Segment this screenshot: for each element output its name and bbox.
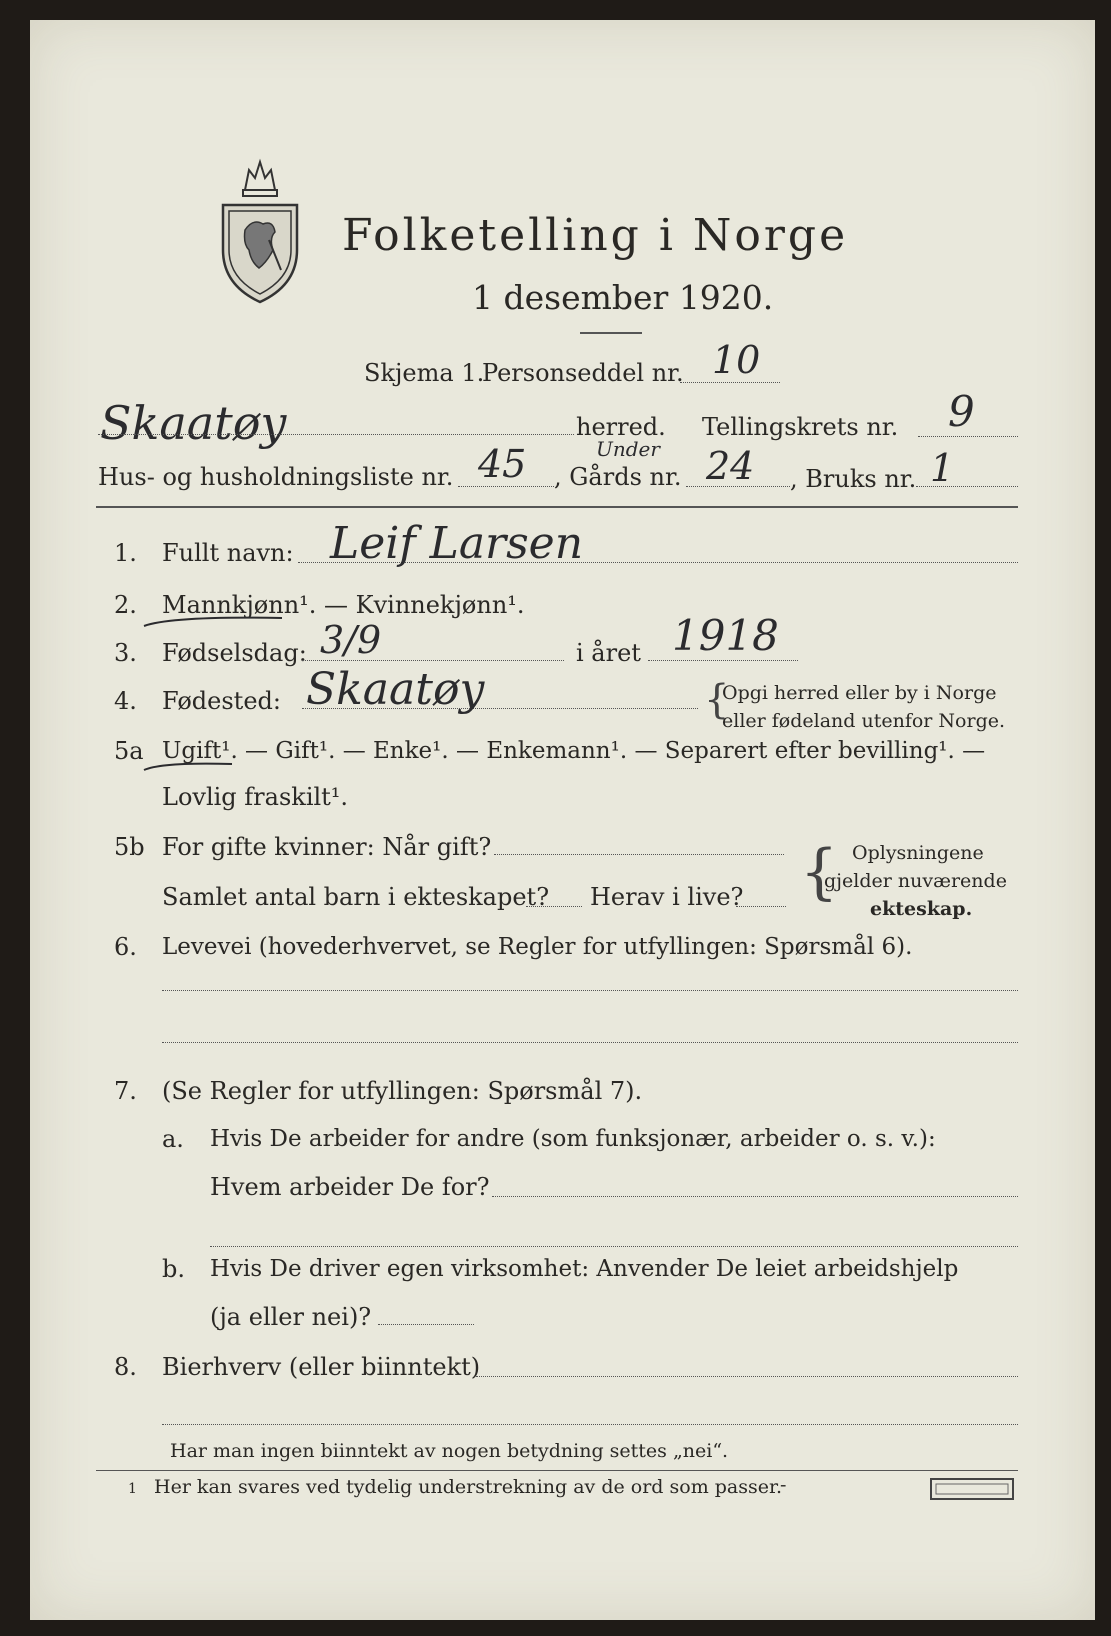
q5b-number: 5b [114, 833, 145, 861]
q7b-number: b. [162, 1255, 185, 1283]
q6-label: Levevei (hovederhvervet, se Regler for utfyllingen: Spørsmål 6). [162, 934, 913, 960]
q4-label: Fødested: [162, 687, 281, 715]
gards-value: 24 [706, 444, 755, 488]
personseddel-value: 10 [712, 338, 761, 382]
q5b-note-3: ekteskap. [870, 898, 973, 920]
q4-number: 4. [114, 687, 137, 715]
q3-value: 3/9 [320, 618, 382, 662]
tellingskrets-value: 9 [948, 387, 975, 436]
q4-value: Skaatøy [306, 664, 485, 715]
bruks-label: , Bruks nr. [790, 465, 917, 493]
q7a-number: a. [162, 1125, 184, 1153]
skjema-label: Skjema 1. [364, 359, 485, 387]
q5b-note-2: gjelder nuværende [824, 870, 1007, 892]
gards-note: Under [596, 437, 660, 461]
footnote-rule [96, 1470, 1018, 1471]
herred-line [98, 434, 574, 435]
q8-line-1 [476, 1376, 1018, 1377]
q5b-line-2: Samlet antal barn i ekteskapet? [162, 883, 550, 911]
q5a-line-1: Ugift¹. — Gift¹. — Enke¹. — Enkemann¹. — Separert efter bevilling¹. — [162, 738, 986, 764]
q5b-note-1: Oplysningene [852, 842, 984, 864]
herred-value: Skaatøy [100, 396, 287, 450]
q4-bracket: { [704, 677, 730, 723]
q2-underline-mark [142, 610, 292, 630]
q7a-line-1: Hvis De arbeider for andre (som funksjonær, arbeider o. s. v.): [210, 1126, 936, 1152]
q5b-line-2b: Herav i live? [590, 883, 744, 911]
q6-number: 6. [114, 933, 137, 961]
census-form [30, 20, 1095, 1620]
tellingskrets-line [918, 436, 1018, 437]
q2-number: 2. [114, 591, 137, 619]
husliste-value: 45 [478, 442, 527, 486]
q5b-line-1: For gifte kvinner: Når gift? [162, 833, 492, 861]
q6-line-1 [162, 990, 1018, 991]
q6-line-2 [162, 1042, 1018, 1043]
q5a-number: 5a [114, 737, 144, 765]
q5a-underline-mark [142, 756, 242, 774]
q8-number: 8. [114, 1353, 137, 1381]
q7b-line-1: Hvis De driver egen virksomhet: Anvender De leiet arbeidshjelp [210, 1256, 959, 1282]
bruks-value: 1 [930, 446, 955, 490]
husliste-label: Hus- og husholdningsliste nr. [98, 463, 454, 491]
q8-note: Har man ingen biinntekt av nogen betydning settes „nei“. [170, 1440, 729, 1462]
footnote-dash: - [780, 1474, 787, 1496]
q5b-barn-line [526, 906, 582, 907]
q7-number: 7. [114, 1077, 137, 1105]
q3-number: 3. [114, 639, 137, 667]
q4-note-2: eller fødeland utenfor Norge. [722, 710, 1006, 732]
herred-label: herred. [576, 413, 666, 441]
census-date: 1 desember 1920. [472, 278, 774, 317]
q7a-line-2: Hvem arbeider De for? [210, 1173, 490, 1201]
q1-number: 1. [114, 539, 137, 567]
q5b-gift-line [494, 854, 784, 855]
q7-label: (Se Regler for utfyllingen: Spørsmål 7). [162, 1077, 643, 1105]
q7b-line [378, 1324, 474, 1325]
footnote-mark: 1 [128, 1481, 137, 1497]
q1-value: Leif Larsen [330, 518, 584, 569]
q3-label: Fødselsdag: [162, 639, 307, 667]
q2-label: Mannkjønn¹. — Kvinnekjønn¹. [162, 591, 525, 619]
personseddel-line [680, 382, 780, 383]
husliste-line [458, 486, 554, 487]
q8-line-2 [162, 1424, 1018, 1425]
q3-year-line [648, 660, 798, 661]
printer-stamp-icon [930, 1478, 1014, 1500]
tellingskrets-label: Tellingskrets nr. [702, 413, 899, 441]
footnote-text: Her kan svares ved tydelig understrekning av de ord som passer. [154, 1476, 783, 1498]
q7a-line-extra [210, 1246, 1018, 1247]
q3-year-value: 1918 [672, 611, 779, 660]
q5b-bracket: { [800, 837, 839, 907]
personseddel-label: Personseddel nr. [482, 359, 684, 387]
q1-label: Fullt navn: [162, 539, 294, 567]
form-title: Folketelling i Norge [342, 210, 849, 261]
q3-year-label: i året [576, 639, 641, 667]
title-divider [580, 332, 642, 334]
gards-label: , Gårds nr. [554, 463, 682, 491]
header-rule [96, 506, 1018, 508]
q7b-line-2: (ja eller nei)? [210, 1303, 372, 1331]
q8-label: Bierhverv (eller biinntekt) [162, 1353, 481, 1381]
q5a-line-2: Lovlig fraskilt¹. [162, 783, 349, 811]
q7a-line [492, 1196, 1018, 1197]
q4-note-1: Opgi herred eller by i Norge [722, 682, 997, 704]
coat-of-arms-icon [215, 150, 305, 310]
q5b-live-line [736, 906, 786, 907]
